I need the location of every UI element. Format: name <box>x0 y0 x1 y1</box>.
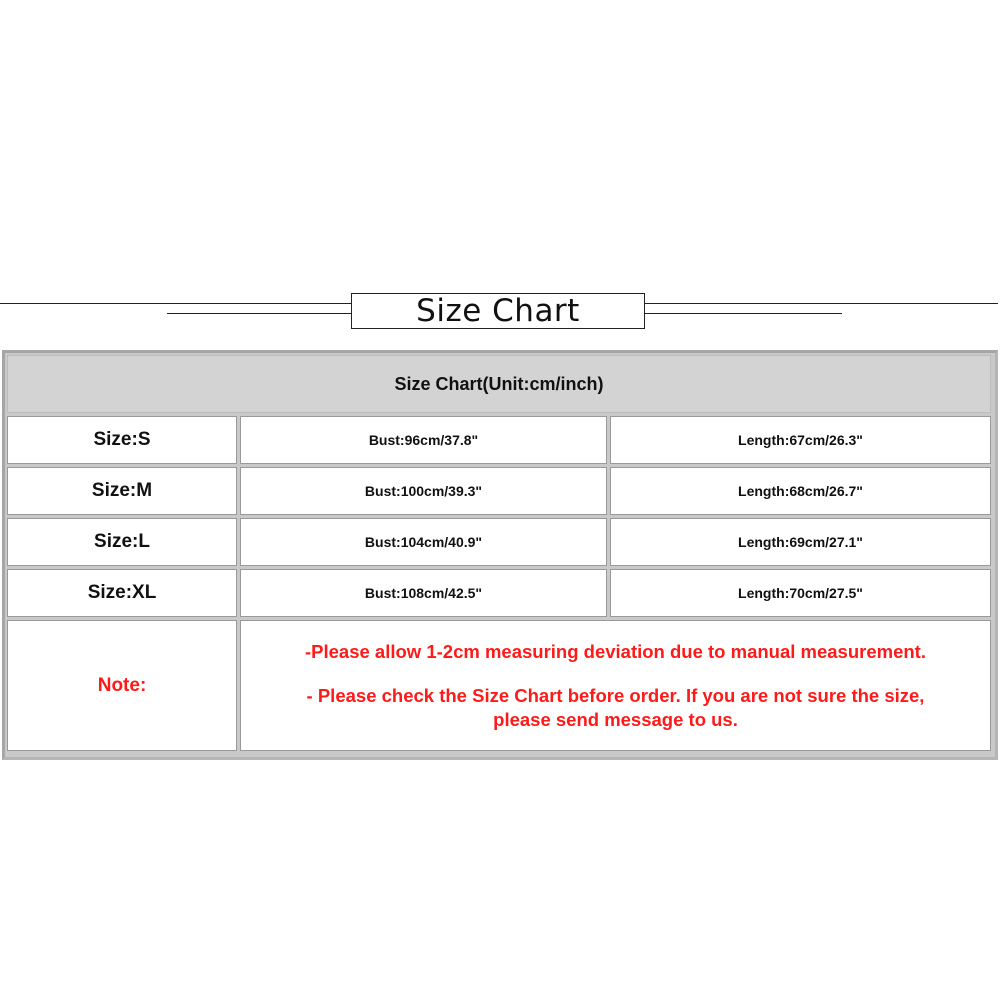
length-cell-s: Length:67cm/26.3" <box>610 416 991 464</box>
bust-cell-s: Bust:96cm/37.8" <box>240 416 607 464</box>
note-line-2: - Please check the Size Chart before order. If you are not sure the size, <box>306 684 925 706</box>
note-content <box>240 620 991 751</box>
length-cell-xl: Length:70cm/27.5" <box>610 569 991 617</box>
length-cell-m: Length:68cm/26.7" <box>610 467 991 515</box>
note-label: Note: <box>7 620 237 751</box>
size-cell-s: Size:S <box>7 416 237 464</box>
title-rule-right-long <box>645 303 998 304</box>
size-cell-m: Size:M <box>7 467 237 515</box>
bust-cell-m: Bust:100cm/39.3" <box>240 467 607 515</box>
page-title: Size Chart <box>416 293 580 329</box>
title-rule-left-short <box>167 313 351 314</box>
title-rule-right-short <box>645 313 842 314</box>
bust-cell-l: Bust:104cm/40.9" <box>240 518 607 566</box>
title-rule-left-long <box>0 303 351 304</box>
size-cell-xl: Size:XL <box>7 569 237 617</box>
length-cell-l: Length:69cm/27.1" <box>610 518 991 566</box>
table-header: Size Chart(Unit:cm/inch) <box>7 355 991 413</box>
size-cell-l: Size:L <box>7 518 237 566</box>
note-line-3: please send message to us. <box>493 708 738 730</box>
page-title-box <box>351 293 645 329</box>
note-line-1: -Please allow 1-2cm measuring deviation due to manual measurement. <box>305 640 926 662</box>
bust-cell-xl: Bust:108cm/42.5" <box>240 569 607 617</box>
size-chart-table <box>2 350 998 760</box>
